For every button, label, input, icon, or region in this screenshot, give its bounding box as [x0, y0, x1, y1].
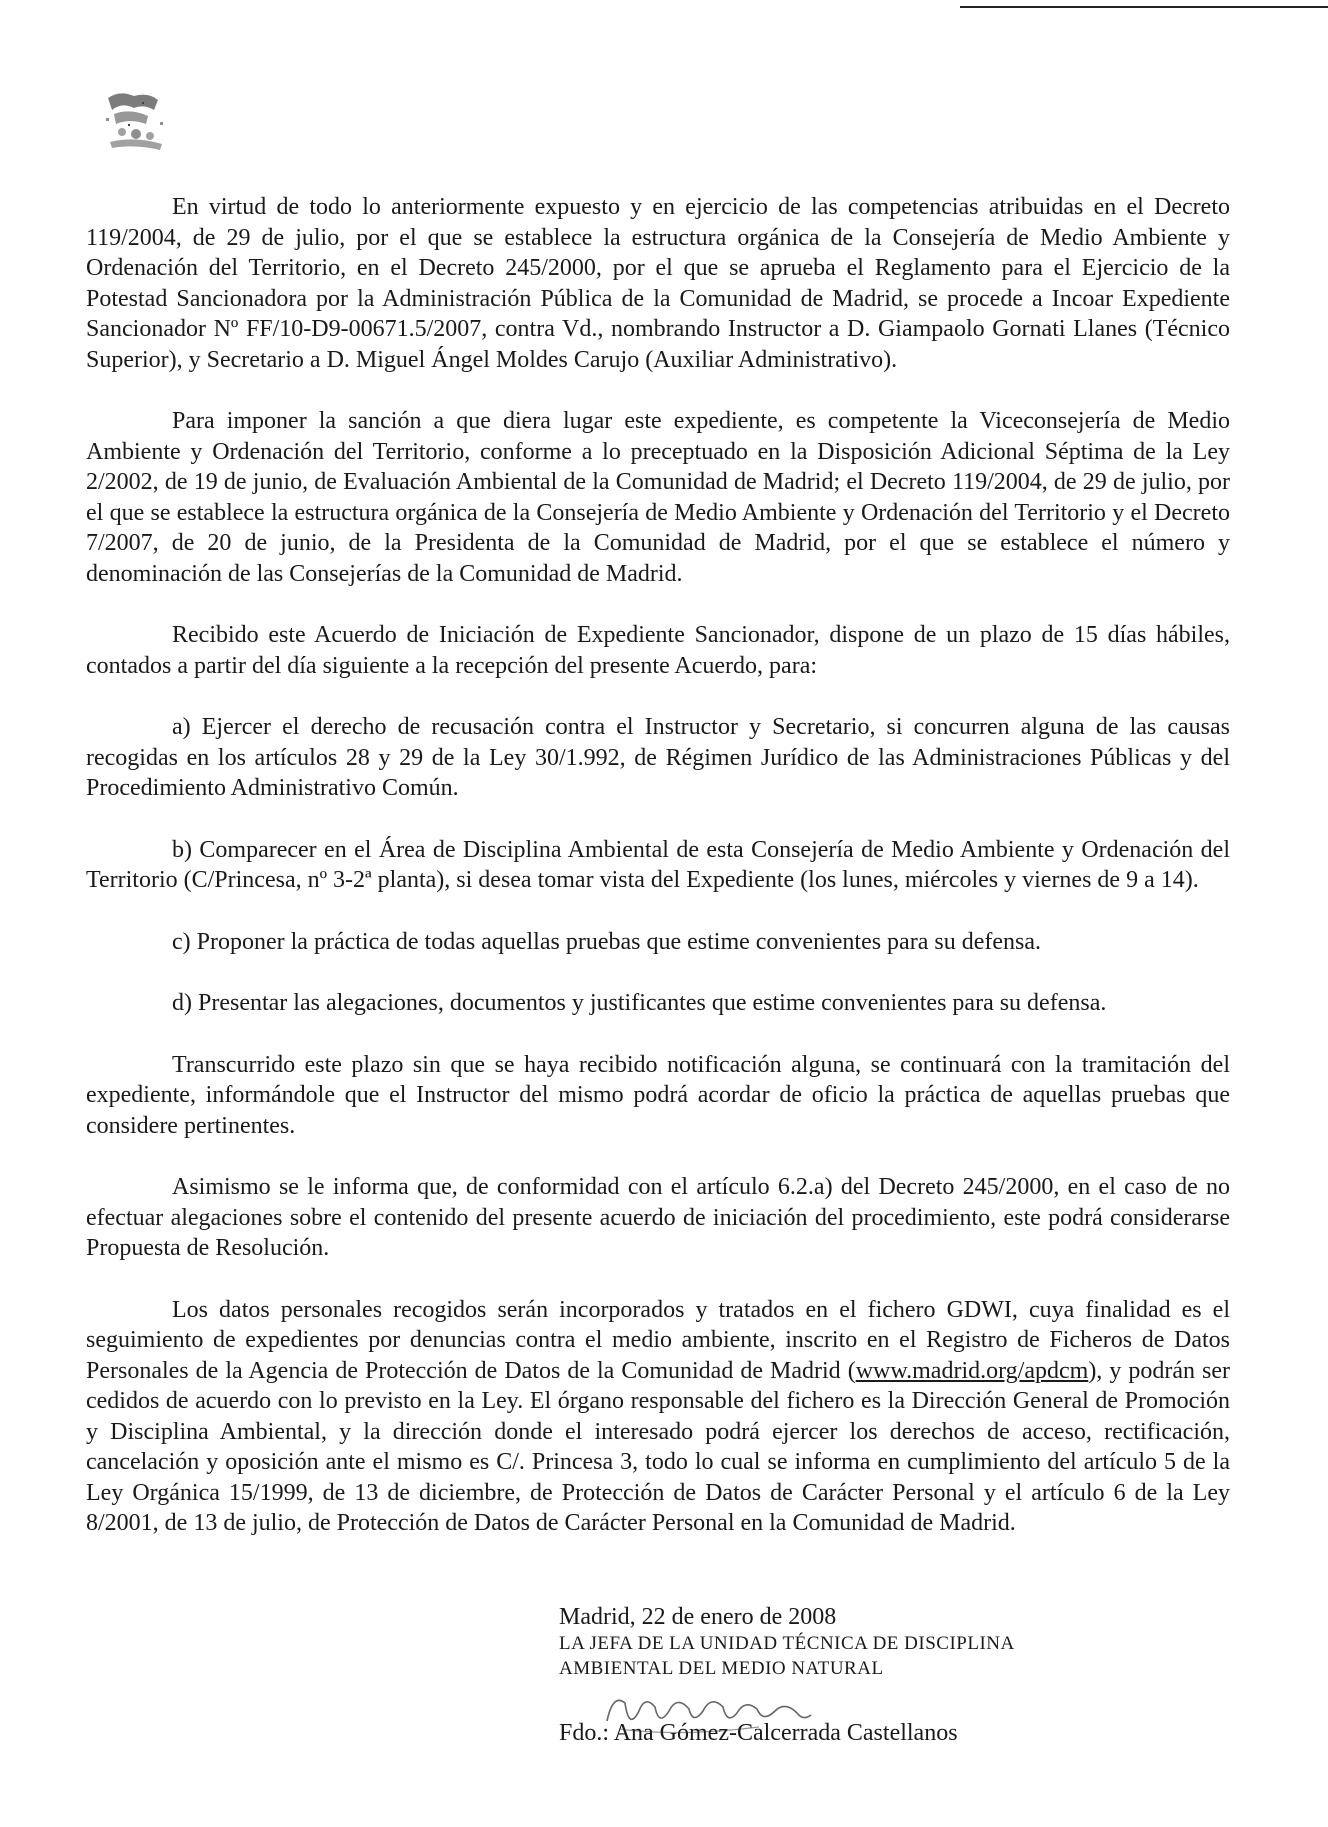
document-body [86, 192, 1230, 1539]
signer-title-line-1: LA JEFA DE LA UNIDAD TÉCNICA DE DISCIPLINA [559, 1633, 1015, 1654]
paragraph-plazo: Recibido este Acuerdo de Iniciación de Expediente Sancionador, dispone de un plazo de 15 días hábiles, contados a partir del día siguiente a la recepción del presente Acuerdo, para: [86, 622, 1230, 679]
item-c-pruebas: c) Proponer la práctica de todas aquellas pruebas que estime convenientes para su defensa. [172, 928, 1041, 955]
place-date: Madrid, 22 de enero de 2008 [559, 1604, 837, 1630]
item-a-recusacion: a) Ejercer el derecho de recusación contra el Instructor y Secretario, si concurren alguna de las causas recogidas en los artículos 28 y 29 de la Ley 30/1.992, de Régimen Jurídico de las Administraciones Públicas y del Procedimiento Administrativo Común. [86, 714, 1230, 801]
paragraph-competencias: En virtud de todo lo anteriormente expuesto y en ejercicio de las competencias atribuidas en el Decreto 119/2004, de 29 de julio, por el que se establece la estructura orgánica de la Consejería de Medio Ambiente y Ordenación del Territorio, en el Decreto 245/2000, por el que se aprueba el Reglamento para el Ejercicio de la Potestad Sancionadora por la Administración Pública de la Comunidad de Madrid, se procede a Incoar Expediente Sancionador Nº FF/10-D9-00671.5/2007, contra Vd., nombrando Instructor a D. Giampaolo Gornati Llanes (Técnico Superior), y Secretario a D. Miguel Ángel Moldes Carujo (Auxiliar Administrativo). [86, 194, 1230, 373]
paragraph-sancion: Para imponer la sanción a que diera lugar este expediente, es competente la Viceconsejería de Medio Ambiente y Ordenación del Territorio, conforme a lo preceptuado en la Disposición Adicional Séptima de la Ley 2/2002, de 19 de junio, de Evaluación Ambiental de la Comunidad de Madrid; el Decreto 119/2004, de 29 de julio, por el que se establece la estructura orgánica de la Consejería de Medio Ambiente y Ordenación del Territorio y el Decreto 7/2007, de 20 de junio, de la Presidenta de la Comunidad de Madrid, por el que se establece el número y denominación de las Consejerías de la Comunidad de Madrid. [86, 408, 1230, 587]
paragraph-asimismo: Asimismo se le informa que, de conformidad con el artículo 6.2.a) del Decreto 245/2000, en el caso de no efectuar alegaciones sobre el contenido del presente acuerdo de iniciación del procedimiento, este podrá considerarse Propuesta de Resolución. [86, 1174, 1230, 1261]
datos-text-end: ), y podrán ser cedidos de acuerdo con lo previsto en la Ley. El órgano responsable del fichero es la Dirección General de Promoción y Disciplina Ambiental, y la dirección donde el interesado podrá ejercer los derechos de acceso, rectificación, cancelación y oposición ante el mismo es C/. Princesa 3, todo lo cual se informa en cumplimiento del artículo 5 de la Ley Orgánica 15/1999, de 13 de diciembre, de Protección de Datos de Carácter Personal y el artículo 6 de la Ley 8/2001, de 13 de julio, de Protección de Datos de Carácter Personal en la Comunidad de Madrid. [86, 1357, 1230, 1536]
top-edge-line [960, 6, 1328, 8]
item-b-comparecer: b) Comparecer en el Área de Disciplina Ambiental de esta Consejería de Medio Ambiente y Ordenación del Territorio (C/Princesa, nº 3-2ª planta), si desea tomar vista del Expediente (los lunes, miércoles y viernes de 9 a 14). [86, 836, 1230, 893]
apdcm-link[interactable]: www.madrid.org/apdcm [855, 1357, 1089, 1384]
paragraph-transcurrido: Transcurrido este plazo sin que se haya recibido notificación alguna, se continuará con la tramitación del expediente, informándole que el Instructor del mismo podrá acordar de oficio la práctica de aquellas pruebas que considere pertinentes. [86, 1051, 1230, 1139]
signer-name: Fdo.: Ana Gómez-Calcerrada Castellanos [559, 1720, 958, 1746]
datos-text-start: Los datos personales recogidos serán incorporados y tratados en el fichero GDWI, cuya finalidad es el seguimiento de expedientes por denuncias contra el medio ambiente, inscrito en el Registro de Ficheros de Datos Personales de la Agencia de Protección de Datos de la Comunidad de Madrid ( [86, 1296, 1230, 1384]
signature-block [559, 1603, 1119, 1747]
signer-title-line-2: AMBIENTAL DEL MEDIO NATURAL [559, 1658, 884, 1679]
paragraph-datos-personales [86, 1295, 1230, 1539]
emblem-icon [100, 88, 170, 154]
item-d-alegaciones: d) Presentar las alegaciones, documentos y justificantes que estime convenientes para su defensa. [172, 990, 1107, 1016]
handwritten-signature [599, 1681, 819, 1741]
